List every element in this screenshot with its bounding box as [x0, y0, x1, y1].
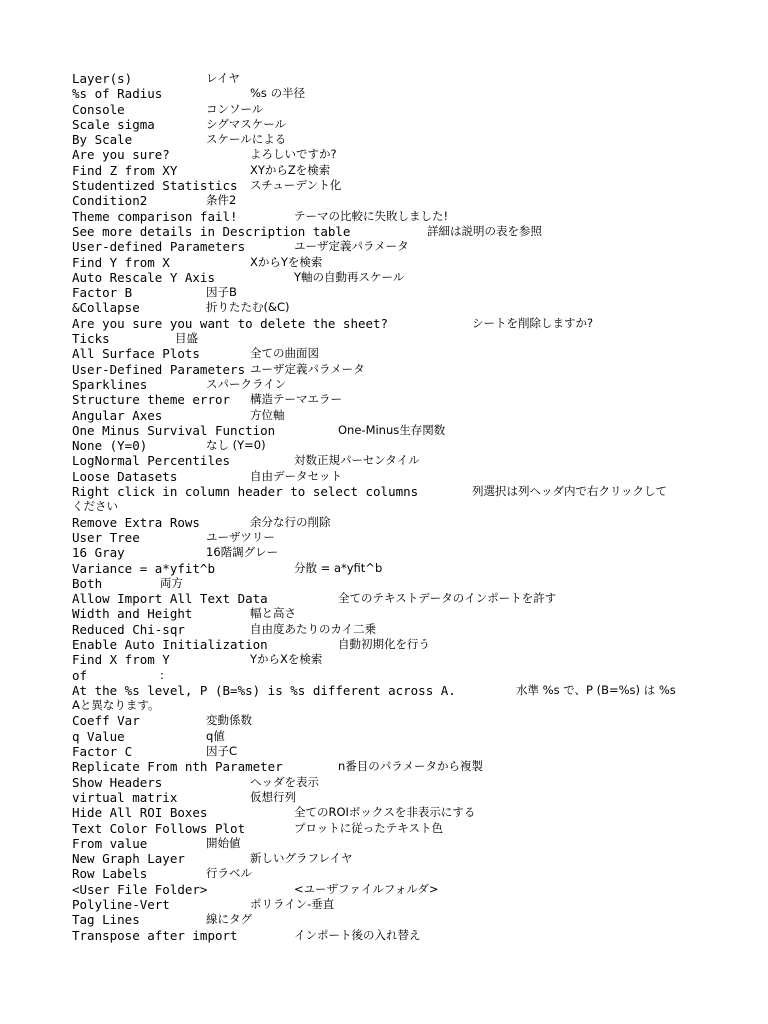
japanese-term: 水準 %s で、P (B=%s) は %s	[516, 682, 676, 697]
japanese-term: YからXを検索	[250, 652, 323, 667]
english-term: Hide All ROI Boxes	[72, 805, 208, 821]
english-term: of	[72, 667, 88, 683]
english-term: Width and Height	[72, 606, 193, 622]
list-item	[72, 928, 762, 943]
english-term: Sparklines	[72, 376, 148, 392]
english-term: Transpose after import	[72, 927, 238, 943]
english-term: LogNormal Percentiles	[72, 453, 231, 469]
english-term: At the %s level, P (B=%s) is %s different across A.	[72, 682, 456, 698]
english-term: Loose Datasets	[72, 468, 178, 484]
english-term: Variance = a*yfit^b	[72, 560, 215, 576]
japanese-term: テーマの比較に失敗しました!	[294, 208, 449, 223]
english-term: Reduced Chi-sqr	[72, 621, 185, 637]
english-term: Console	[72, 101, 125, 117]
japanese-term: One-Minus生存関数	[338, 422, 446, 437]
english-term: From value	[72, 835, 148, 851]
list-item	[72, 484, 762, 515]
list-item	[72, 897, 762, 912]
japanese-term: :	[160, 667, 164, 682]
japanese-term: 全ての曲面図	[250, 346, 319, 361]
japanese-term: q値	[206, 728, 225, 743]
english-term: <User File Folder>	[72, 881, 208, 897]
japanese-term: ユーザ定義パラメータ	[294, 239, 409, 254]
english-term: Theme comparison fail!	[72, 208, 238, 224]
japanese-term: 因子C	[206, 744, 238, 759]
japanese-term: 列選択は列ヘッダ内で右クリックして	[472, 484, 668, 499]
japanese-term: 因子B	[206, 285, 237, 300]
english-term: Factor B	[72, 285, 133, 301]
japanese-term: 新しいグラフレイヤ	[250, 851, 353, 866]
english-term: None (Y=0)	[72, 438, 148, 454]
japanese-term: シートを削除しますか?	[472, 315, 594, 330]
japanese-term-continuation: ください	[72, 499, 118, 514]
japanese-term: %s の半径	[250, 86, 306, 101]
list-item	[72, 790, 762, 805]
english-term: One Minus Survival Function	[72, 422, 276, 438]
japanese-term: 分散 = a*yfit^b	[294, 560, 383, 575]
japanese-term: XYからZを検索	[250, 162, 331, 177]
english-term: Studentized Statistics	[72, 178, 238, 194]
list-item	[72, 300, 762, 315]
list-item	[72, 866, 762, 881]
japanese-term: 自由度あたりのカイ二乗	[250, 621, 377, 636]
japanese-term: 仮想行列	[250, 789, 296, 804]
english-term: %s of Radius	[72, 86, 163, 102]
list-item	[72, 285, 762, 300]
english-term: Replicate From nth Parameter	[72, 759, 283, 775]
japanese-term: 両方	[160, 575, 183, 590]
english-term: Find Z from XY	[72, 162, 178, 178]
english-term: Are you sure you want to delete the sheet?	[72, 315, 389, 331]
translation-list	[72, 71, 762, 943]
english-term: virtual matrix	[72, 789, 178, 805]
english-term: Enable Auto Initialization	[72, 636, 268, 652]
english-term: Auto Rescale Y Axis	[72, 269, 215, 285]
english-term: User-Defined Parameters	[72, 361, 246, 377]
list-item	[72, 882, 762, 897]
english-term: Angular Axes	[72, 407, 163, 423]
english-term: All Surface Plots	[72, 346, 200, 362]
japanese-term: 全てのROIボックスを非表示にする	[294, 805, 476, 820]
list-item	[72, 729, 762, 744]
english-term: Text Color Follows Plot	[72, 820, 246, 836]
japanese-term: 線にタグ	[206, 912, 252, 927]
list-item	[72, 193, 762, 208]
japanese-term: スチューデント化	[250, 178, 342, 193]
japanese-term: スケールによる	[206, 132, 287, 147]
english-term: Allow Import All Text Data	[72, 591, 268, 607]
list-item	[72, 423, 762, 438]
list-item	[72, 912, 762, 927]
list-item	[72, 744, 762, 759]
list-item	[72, 316, 762, 331]
list-item	[72, 209, 762, 224]
japanese-term: スパークライン	[206, 376, 287, 391]
japanese-term: ポリライン-垂直	[250, 897, 335, 912]
list-item	[72, 163, 762, 178]
japanese-term: ユーザ定義パラメータ	[250, 361, 365, 376]
list-item	[72, 576, 762, 591]
english-term: Scale sigma	[72, 116, 155, 132]
list-item	[72, 805, 762, 820]
list-item	[72, 71, 762, 86]
japanese-term: なし (Y=0)	[206, 438, 266, 453]
english-term: Condition2	[72, 193, 148, 209]
english-term: User Tree	[72, 529, 140, 545]
list-item	[72, 239, 762, 254]
english-term: Find Y from X	[72, 254, 170, 270]
list-item	[72, 637, 762, 652]
list-item	[72, 530, 762, 545]
list-item	[72, 453, 762, 468]
list-item	[72, 759, 762, 774]
english-term: By Scale	[72, 132, 133, 148]
list-item	[72, 515, 762, 530]
list-item	[72, 178, 762, 193]
english-term: Both	[72, 575, 103, 591]
english-term: Coeff Var	[72, 713, 140, 729]
list-item	[72, 713, 762, 728]
list-item	[72, 652, 762, 667]
list-item	[72, 469, 762, 484]
list-item	[72, 851, 762, 866]
japanese-term: 行ラベル	[206, 866, 252, 881]
list-item	[72, 270, 762, 285]
list-item	[72, 362, 762, 377]
list-item	[72, 392, 762, 407]
english-term: Show Headers	[72, 774, 163, 790]
japanese-term: レイヤ	[206, 71, 240, 85]
english-term: Polyline-Vert	[72, 897, 170, 913]
english-term: User-defined Parameters	[72, 239, 246, 255]
japanese-term: 自動初期化を行う	[338, 636, 430, 651]
list-item	[72, 377, 762, 392]
japanese-term: ヘッダを表示	[250, 774, 319, 789]
list-item	[72, 591, 762, 606]
english-term: &Collapse	[72, 300, 140, 316]
list-item	[72, 331, 762, 346]
list-item	[72, 836, 762, 851]
japanese-term: シグマスケール	[206, 116, 287, 131]
english-term: New Graph Layer	[72, 851, 185, 867]
english-term: See more details in Description table	[72, 223, 351, 239]
english-term: Row Labels	[72, 866, 148, 882]
list-item	[72, 102, 762, 117]
japanese-term: 余分な行の削除	[250, 514, 331, 529]
japanese-term: 詳細は説明の表を参照	[427, 223, 542, 238]
japanese-term: コンソール	[206, 101, 264, 116]
list-item	[72, 255, 762, 270]
english-term: Layer(s)	[72, 71, 133, 86]
japanese-term: プロットに従ったテキスト色	[294, 820, 444, 835]
japanese-term: 変動係数	[206, 713, 252, 728]
english-term: Tag Lines	[72, 912, 140, 928]
japanese-term: 自由データセット	[250, 468, 342, 483]
english-term: Remove Extra Rows	[72, 514, 200, 530]
english-term: Structure theme error	[72, 392, 231, 408]
japanese-term: インポート後の入れ替え	[294, 927, 421, 942]
list-item	[72, 622, 762, 637]
japanese-term: 構造テーマエラー	[250, 392, 342, 407]
list-item	[72, 821, 762, 836]
list-item	[72, 86, 762, 101]
list-item	[72, 346, 762, 361]
japanese-term: 条件2	[206, 193, 237, 208]
list-item	[72, 561, 762, 576]
list-item	[72, 132, 762, 147]
japanese-term: 折りたたむ(&C)	[206, 300, 290, 315]
list-item	[72, 683, 762, 714]
japanese-term: Y軸の自動再スケール	[294, 269, 405, 284]
english-term: Factor C	[72, 744, 133, 760]
list-item	[72, 545, 762, 560]
japanese-term: 方位軸	[250, 407, 285, 422]
list-item	[72, 408, 762, 423]
japanese-term: 開始値	[206, 835, 241, 850]
list-item	[72, 117, 762, 132]
japanese-term: n番目のパラメータから複製	[338, 759, 483, 774]
english-term: Find X from Y	[72, 652, 170, 668]
japanese-term: 16階調グレー	[206, 545, 279, 560]
english-term: q Value	[72, 728, 125, 744]
japanese-term: 目盛	[175, 331, 198, 346]
english-term: Ticks	[72, 331, 110, 347]
japanese-term: ユーザツリー	[206, 529, 275, 544]
japanese-term: 全てのテキストデータのインポートを許す	[338, 591, 557, 606]
japanese-term-continuation: Aと異なります。	[72, 698, 160, 713]
english-term: Right click in column header to select columns	[72, 484, 419, 500]
japanese-term: 対数正規パーセンタイル	[294, 453, 420, 468]
list-item	[72, 147, 762, 162]
list-item	[72, 606, 762, 621]
list-item	[72, 668, 762, 683]
list-item	[72, 775, 762, 790]
japanese-term: <ユーザファイルフォルダ>	[294, 881, 439, 896]
japanese-term: 幅と高さ	[250, 606, 296, 621]
japanese-term: よろしいですか?	[250, 147, 337, 162]
english-term: Are you sure?	[72, 147, 170, 163]
japanese-term: XからYを検索	[250, 254, 323, 269]
list-item	[72, 438, 762, 453]
list-item	[72, 224, 762, 239]
english-term: 16 Gray	[72, 545, 125, 561]
